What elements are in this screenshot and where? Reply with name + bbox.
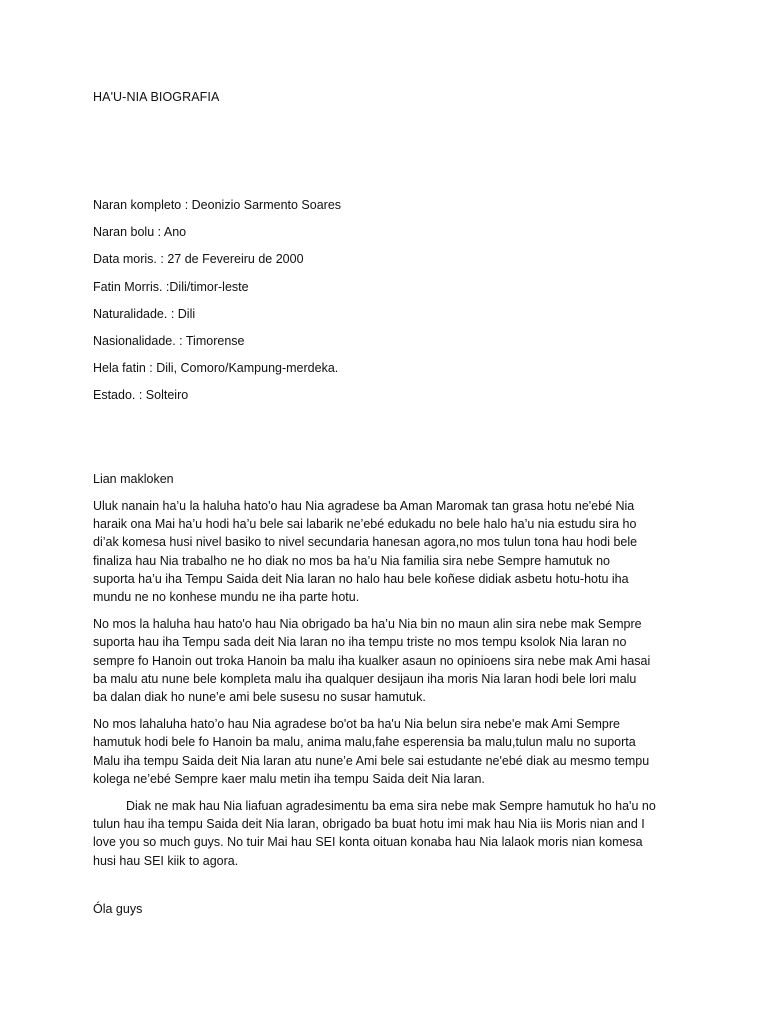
biography-fields (93, 196, 683, 414)
text-line: kolega ne’ebé Sempre kaer malu metin iha tempu Saida deit Nia laran. (93, 771, 485, 786)
paragraph-2 (93, 615, 683, 706)
field-birth-place: Fatin Morris. :Dili/timor-leste (93, 279, 249, 294)
section-heading: Lian makloken (93, 472, 174, 486)
text-line: Diak ne mak hau Nia liafuan agradesimentu ba ema sira nebe mak Sempre hamutuk ho ha'u no (126, 799, 656, 814)
field-residence: Hela fatin : Dili, Comoro/Kampung-merdeka. (93, 361, 339, 376)
paragraph-4 (93, 797, 683, 870)
text-line: No mos lahaluha hato’o hau Nia agradese bo'ot ba ha'u Nia belun sira nebe'e mak Ami Sempre (93, 717, 620, 732)
document-title: HA'U-NIA BIOGRAFIA (93, 90, 220, 104)
text-line: husi hau SEI kiik to agora. (93, 853, 239, 868)
text-line: Malu iha tempu Saida deit Nia laran atu nune’e Ami bele sai estudante ne'ebé diak au mesmo tempu (93, 753, 650, 768)
field-nationality: Nasionalidade. : Timorense (93, 333, 245, 348)
paragraph-3 (93, 715, 683, 788)
field-birth-date: Data moris. : 27 de Fevereiru de 2000 (93, 252, 304, 267)
text-line: mundu ne no konhese mundu ne iha parte hotu. (93, 590, 360, 605)
closing-line: Óla guys (93, 902, 143, 916)
text-line: di’ak komesa husi nivel basiko to nivel secundaria hanesan agora,no mos tulun tona hau hodi bele (93, 535, 638, 550)
paragraph-1 (93, 497, 683, 606)
field-full-name: Naran kompleto : Deonizio Sarmento Soares (93, 198, 342, 212)
text-line: suporta hau iha Tempu sada deit Nia laran no iha tempu triste no mos tempu ksolok Nia laran no (93, 635, 627, 650)
text-line: haraik ona Mai ha’u hodi ha’u bele sai labarik ne’ebé edukadu no bele halo ha’u nia estudu sira ho (93, 517, 637, 532)
field-nickname: Naran bolu : Ano (93, 225, 187, 240)
text-line: love you so much guys. No tuir Mai hau SEI konta oituan konaba hau Nia lalaok moris nian komesa (93, 835, 643, 850)
acknowledgement-body (93, 497, 683, 879)
text-line: hamutuk hodi bele fo Hanoin ba malu, anima malu,fahe esperensia ba malu,tulun malu no suporta (93, 735, 636, 750)
text-line: ba dalan diak ho nune’e ami bele susesu no susar hamutuk. (93, 690, 426, 705)
text-line: tulun hau iha tempu Saida deit Nia laran, obrigado ba buat hotu imi mak hau Nia iis Moris nian and I (93, 817, 645, 832)
text-line: sempre fo Hanoin out troka Hanoin ba malu iha kualker asaun no opinioens sira nebe mak Ami hasai (93, 653, 651, 668)
text-line: suporta ha’u iha Tempu Saida deit Nia laran no halo hau bele koñese didiak asbetu hotu-hotu iha (93, 571, 629, 586)
text-line: ba malu atu nune bele kompleta malu iha qualquer desijaun iha moris Nia laran hodi bele lori malu (93, 671, 637, 686)
text-line: finaliza hau Nia trabalho ne ho diak no mos ba ha’u Nia familia sira nebe Sempre hamutuk no (93, 553, 610, 568)
field-marital-status: Estado. : Solteiro (93, 388, 189, 403)
text-line: Uluk nanain ha’u la haluha hato'o hau Nia agradese ba Aman Maromak tan grasa hotu ne'ebé Nia (93, 499, 635, 513)
field-naturality: Naturalidade. : Dili (93, 306, 196, 321)
text-line: No mos la haluha hau hato'o hau Nia obrigado ba ha’u Nia bin no maun alin sira nebe mak Sempre (93, 617, 642, 632)
